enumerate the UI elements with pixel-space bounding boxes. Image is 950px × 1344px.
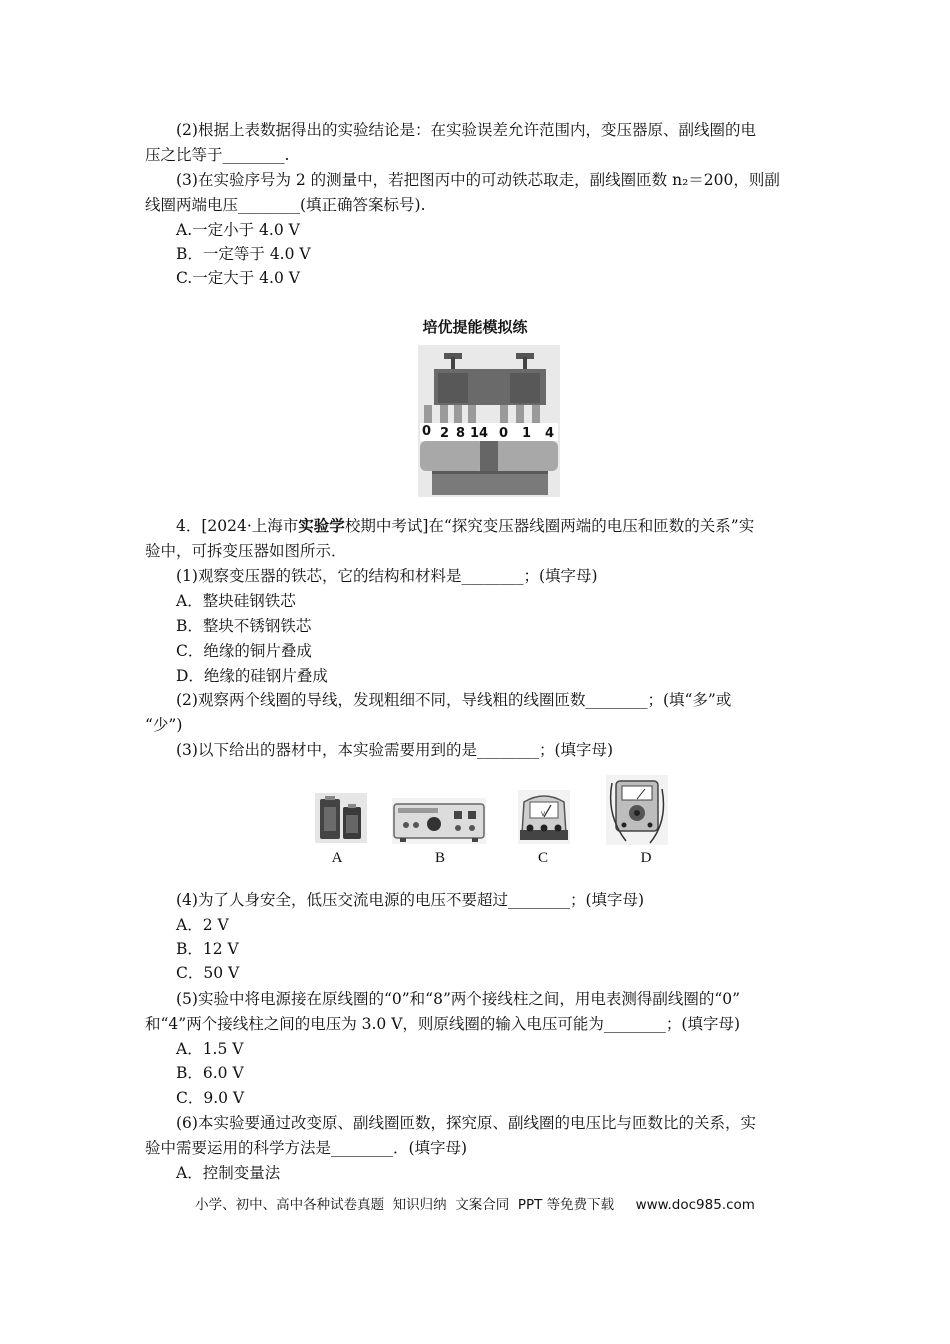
q4-part4-option-a: A．2 V	[176, 916, 229, 934]
equipment-caption-c: C	[537, 850, 548, 866]
q4-part2-line2: “少”)	[145, 716, 183, 734]
equipment-b-power-supply	[392, 798, 486, 848]
q3-part2-line1: (2)根据上表数据得出的实验结论是：在实验误差允许范围内，变压器原、副线圈的电	[176, 121, 756, 139]
terminal-label-0b: 0	[499, 426, 509, 441]
page-footer: 小学、初中、高中各种试卷真题 知识归纳 文案合同 PPT 等免费下载 www.doc985.com	[195, 1197, 755, 1213]
q4-intro-line2: 验中，可拆变压器如图所示．	[145, 542, 347, 560]
q4-part1-option-c: C．绝缘的铜片叠成	[176, 642, 312, 660]
svg-text:V: V	[541, 811, 546, 818]
q4-part1-option-d: D．绝缘的硅钢片叠成	[176, 667, 328, 685]
q3-part3-line1: (3)在实验序号为 2 的测量中，若把图丙中的可动铁芯取走，副线圈匝数 n₂＝200，则副	[176, 171, 780, 189]
equipment-a-batteries	[315, 793, 367, 847]
terminal-label-1: 1	[522, 426, 532, 441]
q4-part4-option-c: C．50 V	[176, 964, 240, 982]
terminal-label-14: 14	[470, 426, 489, 441]
equipment-c-voltmeter	[518, 790, 570, 848]
q4-part1: (1)观察变压器的铁芯，它的结构和材料是________；(填字母)	[176, 567, 598, 585]
terminal-label-2: 2	[440, 426, 450, 441]
terminal-label-8: 8	[456, 426, 466, 441]
q4-part2-line1: (2)观察两个线圈的导线，发现粗细不同，导线粗的线圈匝数________；(填“多”或	[176, 691, 732, 709]
q4-part5-line1: (5)实验中将电源接在原线圈的“0”和“8”两个接线柱之间，用电表测得副线圈的“0”	[176, 990, 741, 1008]
terminal-label-0: 0	[422, 424, 432, 439]
equipment-caption-a: A	[331, 850, 343, 866]
terminal-label-4: 4	[545, 426, 555, 441]
q4-part6-line2: 验中需要运用的科学方法是________．(填字母)	[145, 1139, 468, 1157]
q4-part5-option-c: C．9.0 V	[176, 1089, 245, 1107]
q4-part5-option-a: A．1.5 V	[176, 1040, 244, 1058]
equipment-caption-d: D	[640, 850, 652, 866]
transformer-photo	[418, 345, 560, 497]
q4-intro-line1: 4．[2024·上海市实验学校期中考试]在“探究变压器线圈两端的电压和匝数的关系”实	[176, 517, 755, 535]
q3-option-c: C.一定大于 4.0 V	[176, 269, 300, 287]
q3-option-b: B．一定等于 4.0 V	[176, 245, 311, 263]
q4-part4: (4)为了人身安全，低压交流电源的电压不要超过________；(填字母)	[176, 891, 645, 909]
section-heading: 培优提能模拟练	[422, 318, 528, 336]
q3-option-a: A.一定小于 4.0 V	[176, 221, 300, 239]
q4-part5-line2: 和“4”两个接线柱之间的电压为 3.0 V，则原线圈的输入电压可能为________；(填字母)	[145, 1015, 741, 1033]
q4-part6-option-a: A．控制变量法	[176, 1164, 281, 1182]
q4-part1-option-b: B．整块不锈钢铁芯	[176, 617, 312, 635]
q4-part3: (3)以下给出的器材中，本实验需要用到的是________；(填字母)	[176, 741, 614, 759]
q3-part3-line2: 线圈两端电压________(填正确答案标号).	[145, 196, 426, 214]
q4-part4-option-b: B．12 V	[176, 940, 239, 958]
q3-part2-line2: 压之比等于________.	[145, 146, 290, 164]
q4-part5-option-b: B．6.0 V	[176, 1064, 244, 1082]
q4-part1-option-a: A．整块硅钢铁芯	[176, 592, 296, 610]
q4-part6-line1: (6)本实验要通过改变原、副线圈匝数，探究原、副线圈的电压比与匝数比的关系，实	[176, 1114, 756, 1132]
equipment-d-multimeter	[606, 775, 668, 849]
equipment-caption-b: B	[434, 850, 445, 866]
